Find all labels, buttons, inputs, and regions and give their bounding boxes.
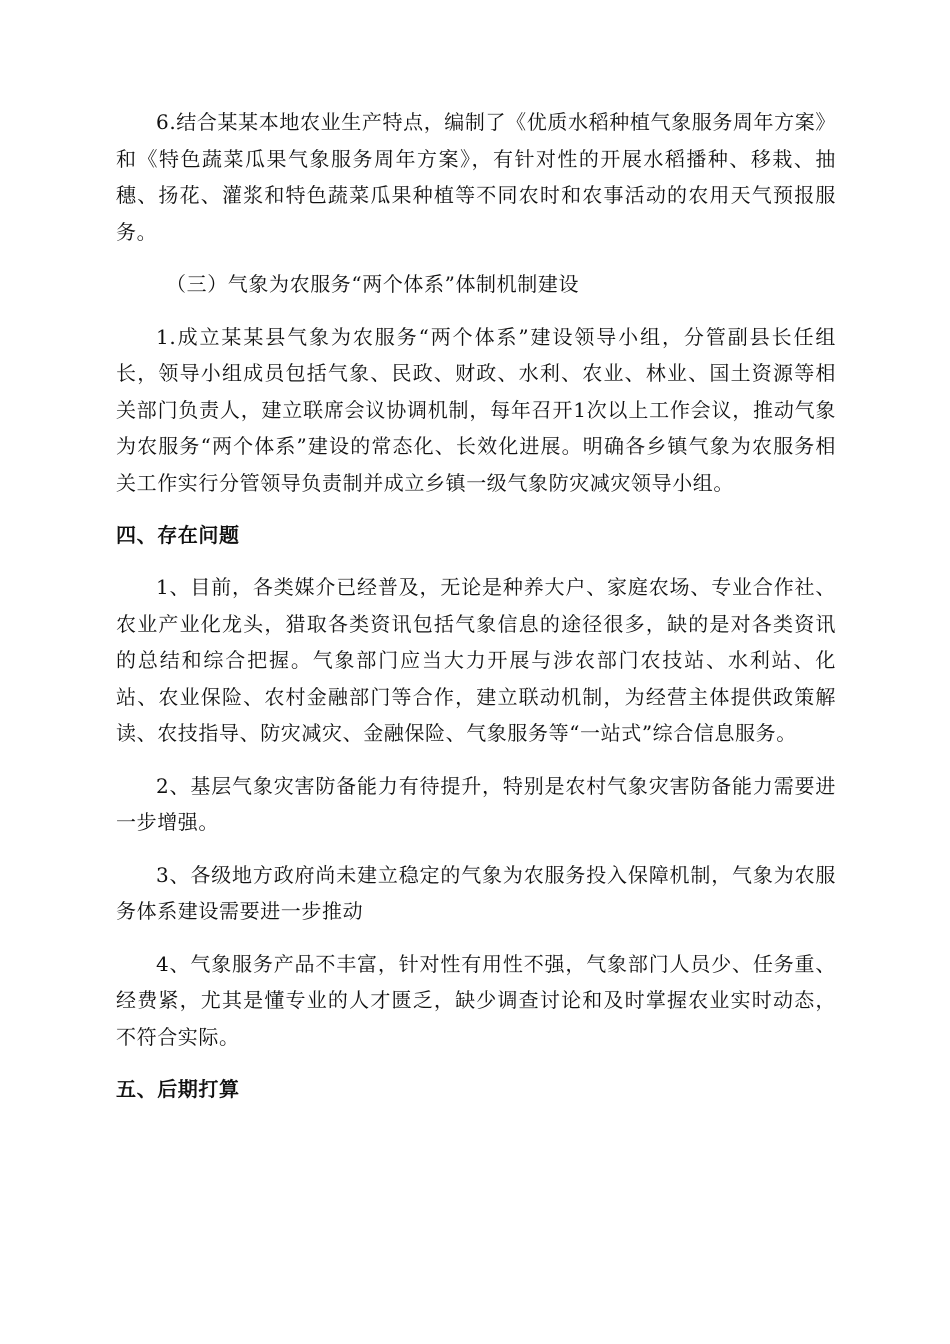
paragraph-3-1: 1.成立某某县气象为农服务“两个体系”建设领导小组，分管副县长任组长，领导小组成员包括气象、民政、财政、水利、农业、林业、国土资源等相关部门负责人，建立联席会议协调机制，每年召开1次以上工作会议，推动气象为农服务“两个体系”建设的常态化、长效化进展。明确各乡镇气象为农服务相关工作实行分管领导负责制并成立乡镇一级气象防灾减灾领导小组。: [116, 324, 836, 495]
section-5-title: 五、后期打算: [116, 1077, 240, 1101]
paragraph-6: 6.结合某某本地农业生产特点，编制了《优质水稻种植气象服务周年方案》和《特色蔬菜瓜果气象服务周年方案》，有针对性的开展水稻播种、移栽、抽穗、扬花、灌浆和特色蔬菜瓜果种植等不同农时和农事活动的农用天气预报服务。: [116, 110, 836, 244]
problem-1: 1、目前，各类媒介已经普及，无论是种养大户、家庭农场、专业合作社、农业产业化龙头，猎取各类资讯包括气象信息的途径很多，缺的是对各类资讯的总结和综合把握。气象部门应当大力开展与涉农部门农技站、水利站、化站、农业保险、农村金融部门等合作，建立联动机制，为经营主体提供政策解读、农技指导、防灾减灾、金融保险、气象服务等“一站式”综合信息服务。: [116, 575, 836, 745]
problem-2: 2、基层气象灾害防备能力有待提升，特别是农村气象灾害防备能力需要进一步增强。: [116, 773, 836, 834]
section-4-title: 四、存在问题: [116, 523, 240, 547]
problem-4: 4、气象服务产品不丰富，针对性有用性不强，气象部门人员少、任务重、经费紧，尤其是懂专业的人才匮乏，缺少调查讨论和及时掌握农业实时动态，不符合实际。: [116, 951, 836, 1049]
problem-3: 3、各级地方政府尚未建立稳定的气象为农服务投入保障机制，气象为农服务体系建设需要进一步推动: [116, 862, 836, 923]
document-body: [116, 104, 836, 1123]
subheading-3: （三）气象为农服务“两个体系”体制机制建设: [166, 272, 580, 296]
